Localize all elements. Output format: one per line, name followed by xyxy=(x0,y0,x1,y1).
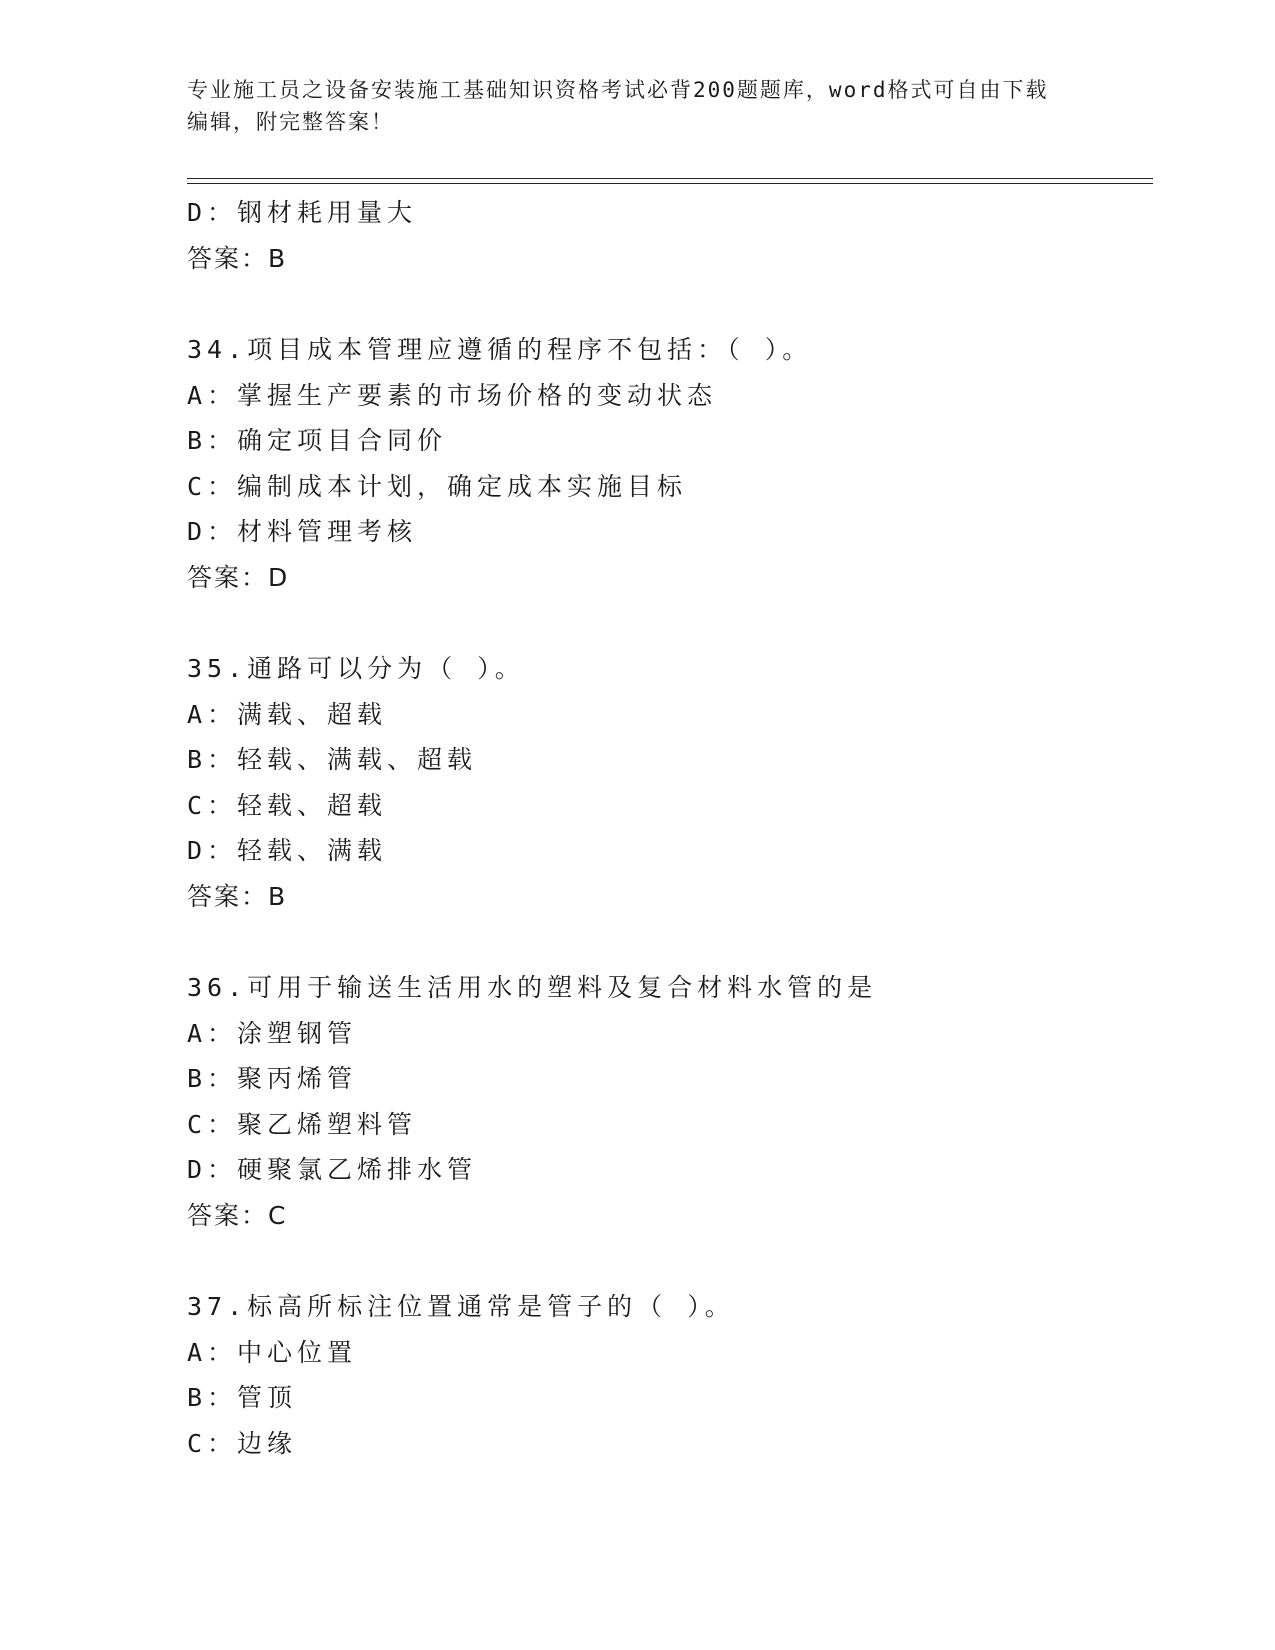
option-a: A：中心位置 xyxy=(187,1337,358,1367)
option-b: B：聚丙烯管 xyxy=(187,1064,358,1093)
question-block xyxy=(187,327,1153,600)
answer-line: 答案：B xyxy=(187,243,288,273)
option-c: C：轻载、超载 xyxy=(187,790,388,820)
question-block xyxy=(187,1284,1153,1466)
option-c: C：边缘 xyxy=(187,1428,298,1458)
question-text: 35.通路可以分为（ ）。 xyxy=(187,654,525,683)
option-a: A：涂塑钢管 xyxy=(187,1018,358,1048)
option-c: C：聚乙烯塑料管 xyxy=(187,1109,418,1139)
option-b: B：管顶 xyxy=(187,1383,298,1412)
question-text: 34.项目成本管理应遵循的程序不包括：（ ）。 xyxy=(187,335,813,364)
option-b: B：确定项目合同价 xyxy=(187,426,448,455)
option-c: C：编制成本计划，确定成本实施目标 xyxy=(187,471,688,501)
option-d: D：轻载、满载 xyxy=(187,836,388,865)
answer-line: 答案：B xyxy=(187,881,288,911)
option-d: D：钢材耗用量大 xyxy=(187,198,418,227)
question-text: 37.标高所标注位置通常是管子的（ ）。 xyxy=(187,1292,735,1321)
answer-line: 答案：C xyxy=(187,1200,288,1230)
option-a: A：掌握生产要素的市场价格的变动状态 xyxy=(187,380,718,410)
option-b: B：轻载、满载、超载 xyxy=(187,745,478,774)
option-a: A：满载、超载 xyxy=(187,699,388,729)
question-text: 36.可用于输送生活用水的塑料及复合材料水管的是 xyxy=(187,973,878,1002)
question-block xyxy=(187,965,1153,1238)
header-divider-top xyxy=(187,178,1153,179)
answer-line: 答案：D xyxy=(187,562,290,592)
question-block xyxy=(187,190,1153,281)
question-block xyxy=(187,646,1153,919)
document-header: 专业施工员之设备安装施工基础知识资格考试必背200题题库，word格式可自由下载编辑，附完整答案！ xyxy=(187,78,1049,134)
question-list xyxy=(187,190,1153,1466)
option-d: D：材料管理考核 xyxy=(187,517,418,546)
option-d: D：硬聚氯乙烯排水管 xyxy=(187,1155,478,1184)
header-divider-bottom xyxy=(187,183,1153,184)
